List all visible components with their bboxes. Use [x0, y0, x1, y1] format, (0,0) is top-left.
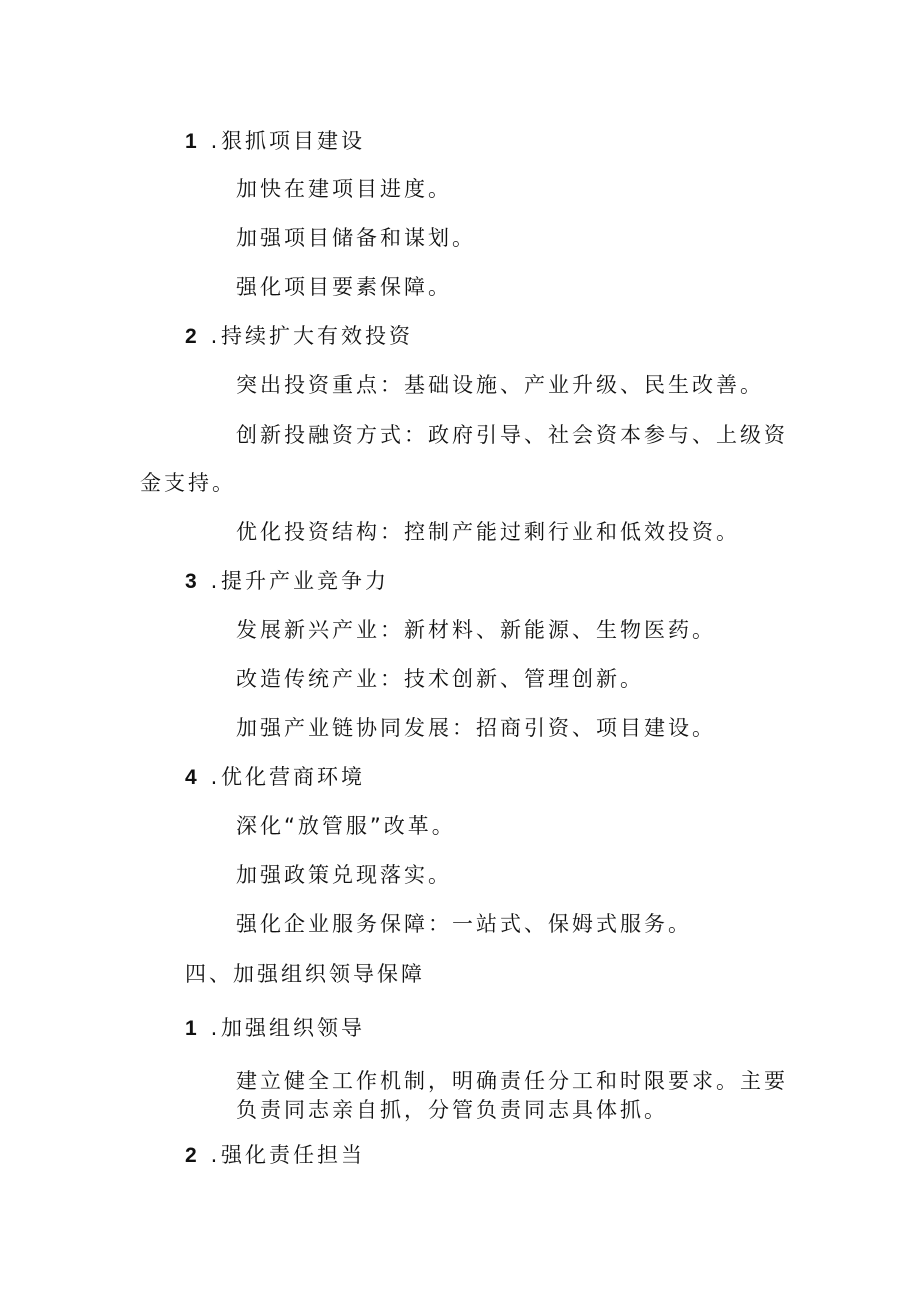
section-number: 1: [185, 130, 197, 153]
section-number: 3: [185, 570, 197, 593]
section-heading-5: [185, 1014, 365, 1043]
paragraph: 改造传统产业：技术创新、管理创新。: [236, 667, 644, 691]
section-number: 2: [185, 325, 197, 348]
paragraph: 加快在建项目进度。: [236, 177, 452, 201]
paragraph: 建立健全工作机制，明确责任分工和时限要求。主要: [236, 1069, 788, 1093]
section-number: 1: [185, 1017, 197, 1040]
section-heading-1: [185, 127, 365, 156]
section-separator: .: [210, 569, 218, 593]
section-heading-3: [185, 567, 389, 596]
section-title: 强化责任担当: [221, 1143, 365, 1167]
paragraph: 突出投资重点：基础设施、产业升级、民生改善。: [236, 373, 764, 397]
paragraph: 创新投融资方式：政府引导、社会资本参与、上级资: [236, 423, 788, 447]
chapter-heading: 四、加强组织领导保障: [185, 962, 425, 986]
paragraph-continuation: 金支持。: [140, 471, 236, 495]
paragraph: 负责同志亲自抓，分管负责同志具体抓。: [236, 1098, 668, 1122]
section-separator: .: [210, 1016, 218, 1040]
paragraph: 优化投资结构：控制产能过剩行业和低效投资。: [236, 520, 740, 544]
paragraph: 深化“放管服”改革。: [236, 814, 456, 838]
section-separator: .: [210, 324, 218, 348]
section-title: 持续扩大有效投资: [221, 324, 413, 348]
paragraph: 强化项目要素保障。: [236, 275, 452, 299]
section-number: 4: [185, 766, 197, 789]
section-separator: .: [210, 129, 218, 153]
section-title: 提升产业竞争力: [221, 569, 389, 593]
paragraph: 强化企业服务保障：一站式、保姆式服务。: [236, 912, 692, 936]
section-heading-2: [185, 322, 413, 351]
section-title: 加强组织领导: [221, 1016, 365, 1040]
paragraph: 加强项目储备和谋划。: [236, 226, 476, 250]
section-title: 狠抓项目建设: [221, 129, 365, 153]
paragraph: 发展新兴产业：新材料、新能源、生物医药。: [236, 618, 716, 642]
section-number: 2: [185, 1144, 197, 1167]
section-title: 优化营商环境: [221, 765, 365, 789]
section-heading-6: [185, 1141, 365, 1170]
section-heading-4: [185, 763, 365, 792]
paragraph: 加强政策兑现落实。: [236, 863, 452, 887]
section-separator: .: [210, 1143, 218, 1167]
paragraph: 加强产业链协同发展：招商引资、项目建设。: [236, 716, 716, 740]
section-separator: .: [210, 765, 218, 789]
